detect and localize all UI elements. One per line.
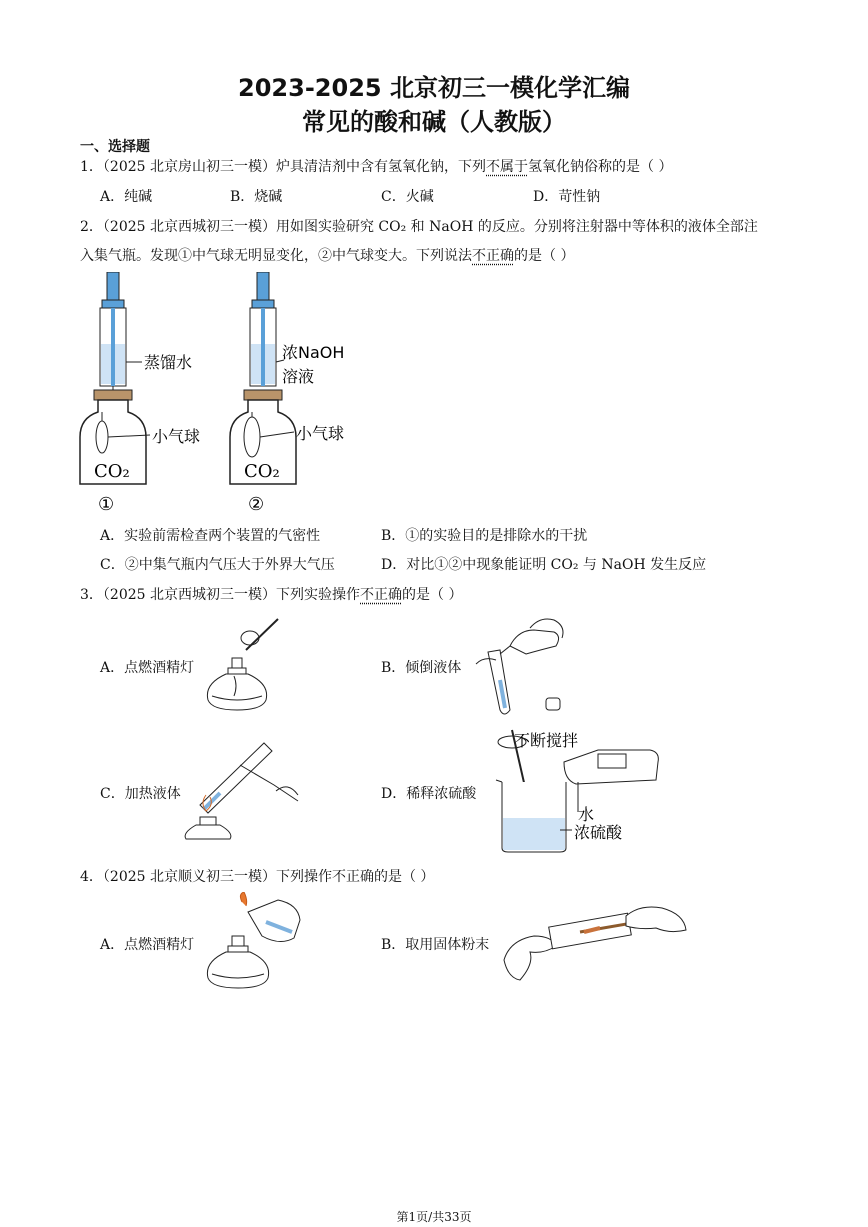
- q3-option-c: C．加热液体: [100, 786, 181, 802]
- q2-emphasis: 不正确: [472, 248, 514, 264]
- q2-option-c: C．②中集气瓶内气压大于外界大气压: [100, 557, 335, 573]
- q2-option-a: A．实验前需检查两个装置的气密性: [100, 528, 321, 544]
- page-footer: 第1页/共33页: [396, 1210, 472, 1224]
- q3-option-a: A．点燃酒精灯: [100, 660, 195, 676]
- q2-option-d: D．对比①②中现象能证明 CO₂ 与 NaOH 发生反应: [381, 557, 707, 573]
- label-balloon-2: 小气球: [296, 424, 345, 443]
- q4b-solid-powder-figure: [500, 900, 690, 990]
- label-conc-acid: 浓硫酸: [574, 823, 623, 842]
- q3d-dilute-acid-figure: [480, 722, 670, 857]
- doc-title-line1: 2023-2025 北京初三一模化学汇编: [238, 74, 630, 102]
- question-3: [80, 584, 462, 604]
- label-water: 水: [578, 805, 595, 824]
- q2-option-b: B．①的实验目的是排除水的干扰: [381, 528, 588, 544]
- label-num-1: ①: [98, 494, 115, 515]
- section-heading: 一、选择题: [80, 139, 150, 155]
- q3-emphasis: 不正确: [360, 587, 402, 603]
- q1-option-c: C．火碱: [381, 189, 434, 205]
- q3-option-b: B．倾倒液体: [381, 660, 462, 676]
- q3a-lamp-match-figure: [198, 614, 288, 714]
- q3c-heat-liquid-figure: [180, 735, 305, 845]
- label-stir: 不断搅拌: [514, 731, 579, 750]
- question-1: [80, 156, 672, 176]
- q1-emphasis: 不属于: [486, 159, 528, 175]
- label-co2-1: CO₂: [94, 461, 130, 482]
- question-4: 4．（2025 北京顺义初三一模）下列操作不正确的是（ ）: [80, 869, 435, 885]
- q1-text-post: 氢氧化钠俗称的是（ ）: [528, 159, 673, 175]
- q2-text-pre: 入集气瓶。发现①中气球无明显变化，②中气球变大。下列说法: [80, 248, 472, 264]
- q3-option-d: D．稀释浓硫酸: [381, 786, 477, 802]
- q4-option-a: A．点燃酒精灯: [100, 937, 195, 953]
- q1-option-a: A．纯碱: [100, 189, 153, 205]
- label-naoh-line1: 浓NaOH: [282, 343, 345, 362]
- label-distilled-water: 蒸馏水: [144, 353, 193, 372]
- q2-apparatus-figure: [72, 272, 372, 522]
- q3-text-pre: 3．（2025 北京西城初三一模）下列实验操作: [80, 587, 360, 603]
- label-naoh-line2: 溶液: [282, 367, 315, 386]
- doc-title-line2: 常见的酸和碱（人教版）: [302, 108, 566, 136]
- q1-option-d: D．苛性钠: [533, 189, 601, 205]
- q4-option-b: B．取用固体粉末: [381, 937, 490, 953]
- question-2-line2: [80, 245, 574, 265]
- apparatus-1: [80, 272, 150, 484]
- q1-option-b: B．烧碱: [230, 189, 283, 205]
- label-num-2: ②: [248, 494, 265, 515]
- q2-text-post: 的是（ ）: [514, 248, 575, 264]
- label-balloon-1: 小气球: [152, 427, 201, 446]
- question-2-line1: 2．（2025 北京西城初三一模）用如图实验研究 CO₂ 和 NaOH 的反应。分别将注射器中等体积的液体全部注: [80, 219, 758, 235]
- q1-text-pre: 1．（2025 北京房山初三一模）炉具清洁剂中含有氢氧化钠，下列: [80, 159, 486, 175]
- q3-text-post: 的是（ ）: [402, 587, 463, 603]
- label-co2-2: CO₂: [244, 461, 280, 482]
- q4a-lamp-to-lamp-figure: [198, 892, 308, 992]
- q3b-pour-liquid-figure: [470, 610, 580, 720]
